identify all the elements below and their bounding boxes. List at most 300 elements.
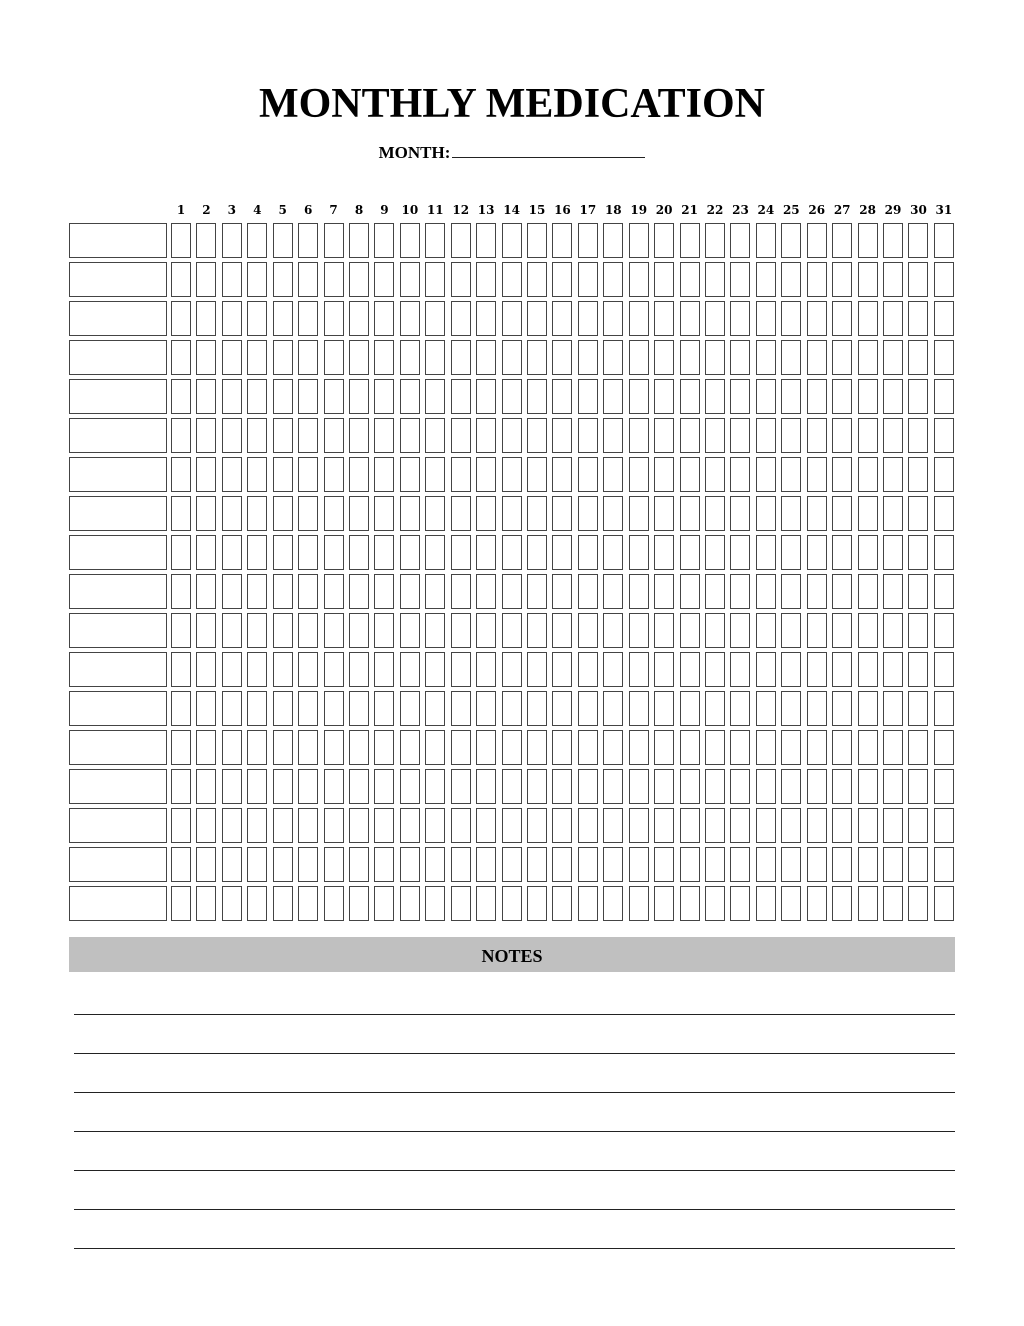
day-checkbox[interactable]	[908, 613, 928, 648]
day-checkbox[interactable]	[349, 496, 369, 531]
day-checkbox[interactable]	[858, 652, 878, 687]
day-checkbox[interactable]	[324, 847, 344, 882]
day-checkbox[interactable]	[654, 886, 674, 921]
day-checkbox[interactable]	[298, 535, 318, 570]
day-checkbox[interactable]	[680, 691, 700, 726]
day-checkbox[interactable]	[858, 379, 878, 414]
month-input-line[interactable]	[452, 157, 645, 158]
day-checkbox[interactable]	[527, 574, 547, 609]
day-checkbox[interactable]	[781, 574, 801, 609]
day-checkbox[interactable]	[196, 340, 216, 375]
day-checkbox[interactable]	[552, 886, 572, 921]
day-checkbox[interactable]	[476, 457, 496, 492]
day-checkbox[interactable]	[705, 496, 725, 531]
day-checkbox[interactable]	[374, 340, 394, 375]
day-checkbox[interactable]	[756, 340, 776, 375]
day-checkbox[interactable]	[247, 301, 267, 336]
day-checkbox[interactable]	[476, 613, 496, 648]
day-checkbox[interactable]	[247, 886, 267, 921]
day-checkbox[interactable]	[883, 301, 903, 336]
day-checkbox[interactable]	[654, 262, 674, 297]
day-checkbox[interactable]	[654, 457, 674, 492]
day-checkbox[interactable]	[171, 262, 191, 297]
day-checkbox[interactable]	[273, 418, 293, 453]
day-checkbox[interactable]	[349, 652, 369, 687]
day-checkbox[interactable]	[298, 808, 318, 843]
day-checkbox[interactable]	[298, 379, 318, 414]
day-checkbox[interactable]	[222, 730, 242, 765]
day-checkbox[interactable]	[883, 340, 903, 375]
day-checkbox[interactable]	[298, 613, 318, 648]
day-checkbox[interactable]	[832, 223, 852, 258]
day-checkbox[interactable]	[934, 457, 954, 492]
day-checkbox[interactable]	[756, 379, 776, 414]
day-checkbox[interactable]	[908, 769, 928, 804]
day-checkbox[interactable]	[425, 457, 445, 492]
day-checkbox[interactable]	[858, 613, 878, 648]
day-checkbox[interactable]	[680, 847, 700, 882]
day-checkbox[interactable]	[400, 418, 420, 453]
day-checkbox[interactable]	[552, 340, 572, 375]
day-checkbox[interactable]	[629, 574, 649, 609]
day-checkbox[interactable]	[400, 652, 420, 687]
day-checkbox[interactable]	[171, 691, 191, 726]
day-checkbox[interactable]	[451, 886, 471, 921]
day-checkbox[interactable]	[705, 847, 725, 882]
day-checkbox[interactable]	[654, 574, 674, 609]
day-checkbox[interactable]	[578, 730, 598, 765]
day-checkbox[interactable]	[578, 223, 598, 258]
day-checkbox[interactable]	[527, 418, 547, 453]
day-checkbox[interactable]	[476, 340, 496, 375]
day-checkbox[interactable]	[654, 808, 674, 843]
day-checkbox[interactable]	[807, 262, 827, 297]
day-checkbox[interactable]	[247, 379, 267, 414]
day-checkbox[interactable]	[756, 652, 776, 687]
day-checkbox[interactable]	[552, 223, 572, 258]
day-checkbox[interactable]	[502, 418, 522, 453]
day-checkbox[interactable]	[680, 262, 700, 297]
day-checkbox[interactable]	[222, 691, 242, 726]
day-checkbox[interactable]	[273, 535, 293, 570]
day-checkbox[interactable]	[171, 886, 191, 921]
day-checkbox[interactable]	[298, 301, 318, 336]
day-checkbox[interactable]	[273, 613, 293, 648]
day-checkbox[interactable]	[552, 301, 572, 336]
day-checkbox[interactable]	[324, 691, 344, 726]
day-checkbox[interactable]	[832, 457, 852, 492]
day-checkbox[interactable]	[705, 223, 725, 258]
day-checkbox[interactable]	[349, 730, 369, 765]
day-checkbox[interactable]	[247, 340, 267, 375]
day-checkbox[interactable]	[680, 301, 700, 336]
day-checkbox[interactable]	[171, 847, 191, 882]
day-checkbox[interactable]	[502, 457, 522, 492]
day-checkbox[interactable]	[781, 691, 801, 726]
medication-name-field[interactable]	[69, 847, 167, 882]
day-checkbox[interactable]	[400, 340, 420, 375]
day-checkbox[interactable]	[629, 730, 649, 765]
day-checkbox[interactable]	[603, 652, 623, 687]
day-checkbox[interactable]	[222, 886, 242, 921]
day-checkbox[interactable]	[527, 379, 547, 414]
day-checkbox[interactable]	[629, 340, 649, 375]
day-checkbox[interactable]	[730, 808, 750, 843]
day-checkbox[interactable]	[832, 496, 852, 531]
day-checkbox[interactable]	[908, 808, 928, 843]
day-checkbox[interactable]	[324, 808, 344, 843]
day-checkbox[interactable]	[273, 808, 293, 843]
day-checkbox[interactable]	[273, 223, 293, 258]
day-checkbox[interactable]	[934, 847, 954, 882]
day-checkbox[interactable]	[705, 301, 725, 336]
day-checkbox[interactable]	[502, 652, 522, 687]
day-checkbox[interactable]	[273, 847, 293, 882]
day-checkbox[interactable]	[324, 379, 344, 414]
day-checkbox[interactable]	[629, 886, 649, 921]
day-checkbox[interactable]	[756, 457, 776, 492]
day-checkbox[interactable]	[222, 769, 242, 804]
day-checkbox[interactable]	[298, 847, 318, 882]
day-checkbox[interactable]	[247, 418, 267, 453]
day-checkbox[interactable]	[781, 340, 801, 375]
day-checkbox[interactable]	[858, 340, 878, 375]
day-checkbox[interactable]	[374, 808, 394, 843]
day-checkbox[interactable]	[196, 223, 216, 258]
day-checkbox[interactable]	[324, 535, 344, 570]
day-checkbox[interactable]	[298, 574, 318, 609]
day-checkbox[interactable]	[858, 574, 878, 609]
day-checkbox[interactable]	[502, 769, 522, 804]
day-checkbox[interactable]	[629, 535, 649, 570]
day-checkbox[interactable]	[603, 340, 623, 375]
day-checkbox[interactable]	[934, 379, 954, 414]
day-checkbox[interactable]	[171, 379, 191, 414]
day-checkbox[interactable]	[654, 301, 674, 336]
day-checkbox[interactable]	[222, 535, 242, 570]
day-checkbox[interactable]	[807, 418, 827, 453]
day-checkbox[interactable]	[883, 574, 903, 609]
day-checkbox[interactable]	[781, 379, 801, 414]
day-checkbox[interactable]	[425, 730, 445, 765]
day-checkbox[interactable]	[858, 847, 878, 882]
day-checkbox[interactable]	[273, 340, 293, 375]
day-checkbox[interactable]	[324, 886, 344, 921]
day-checkbox[interactable]	[578, 301, 598, 336]
day-checkbox[interactable]	[934, 808, 954, 843]
medication-name-field[interactable]	[69, 652, 167, 687]
day-checkbox[interactable]	[883, 496, 903, 531]
day-checkbox[interactable]	[730, 652, 750, 687]
day-checkbox[interactable]	[502, 574, 522, 609]
day-checkbox[interactable]	[374, 535, 394, 570]
day-checkbox[interactable]	[603, 262, 623, 297]
day-checkbox[interactable]	[222, 418, 242, 453]
day-checkbox[interactable]	[705, 379, 725, 414]
day-checkbox[interactable]	[349, 808, 369, 843]
day-checkbox[interactable]	[527, 769, 547, 804]
medication-name-field[interactable]	[69, 730, 167, 765]
day-checkbox[interactable]	[807, 886, 827, 921]
day-checkbox[interactable]	[730, 418, 750, 453]
day-checkbox[interactable]	[654, 535, 674, 570]
day-checkbox[interactable]	[451, 574, 471, 609]
medication-name-field[interactable]	[69, 574, 167, 609]
day-checkbox[interactable]	[273, 379, 293, 414]
day-checkbox[interactable]	[629, 652, 649, 687]
day-checkbox[interactable]	[400, 457, 420, 492]
day-checkbox[interactable]	[756, 301, 776, 336]
day-checkbox[interactable]	[908, 730, 928, 765]
day-checkbox[interactable]	[807, 613, 827, 648]
day-checkbox[interactable]	[451, 847, 471, 882]
day-checkbox[interactable]	[349, 301, 369, 336]
day-checkbox[interactable]	[196, 457, 216, 492]
day-checkbox[interactable]	[324, 262, 344, 297]
day-checkbox[interactable]	[730, 847, 750, 882]
day-checkbox[interactable]	[400, 574, 420, 609]
day-checkbox[interactable]	[552, 652, 572, 687]
day-checkbox[interactable]	[578, 769, 598, 804]
day-checkbox[interactable]	[400, 301, 420, 336]
day-checkbox[interactable]	[908, 340, 928, 375]
day-checkbox[interactable]	[858, 262, 878, 297]
day-checkbox[interactable]	[705, 730, 725, 765]
day-checkbox[interactable]	[883, 418, 903, 453]
day-checkbox[interactable]	[934, 769, 954, 804]
day-checkbox[interactable]	[298, 769, 318, 804]
day-checkbox[interactable]	[908, 652, 928, 687]
day-checkbox[interactable]	[476, 769, 496, 804]
day-checkbox[interactable]	[629, 457, 649, 492]
day-checkbox[interactable]	[552, 574, 572, 609]
day-checkbox[interactable]	[476, 730, 496, 765]
day-checkbox[interactable]	[934, 301, 954, 336]
medication-name-field[interactable]	[69, 496, 167, 531]
day-checkbox[interactable]	[680, 457, 700, 492]
day-checkbox[interactable]	[781, 223, 801, 258]
day-checkbox[interactable]	[603, 223, 623, 258]
note-line[interactable]	[74, 1014, 955, 1015]
day-checkbox[interactable]	[603, 418, 623, 453]
day-checkbox[interactable]	[730, 223, 750, 258]
day-checkbox[interactable]	[476, 496, 496, 531]
day-checkbox[interactable]	[934, 262, 954, 297]
day-checkbox[interactable]	[476, 574, 496, 609]
day-checkbox[interactable]	[527, 457, 547, 492]
day-checkbox[interactable]	[196, 769, 216, 804]
day-checkbox[interactable]	[832, 808, 852, 843]
day-checkbox[interactable]	[349, 691, 369, 726]
day-checkbox[interactable]	[629, 613, 649, 648]
day-checkbox[interactable]	[196, 574, 216, 609]
day-checkbox[interactable]	[654, 730, 674, 765]
day-checkbox[interactable]	[908, 535, 928, 570]
day-checkbox[interactable]	[196, 379, 216, 414]
day-checkbox[interactable]	[247, 847, 267, 882]
day-checkbox[interactable]	[451, 652, 471, 687]
day-checkbox[interactable]	[374, 613, 394, 648]
day-checkbox[interactable]	[908, 496, 928, 531]
day-checkbox[interactable]	[781, 847, 801, 882]
day-checkbox[interactable]	[883, 730, 903, 765]
day-checkbox[interactable]	[247, 223, 267, 258]
day-checkbox[interactable]	[451, 535, 471, 570]
day-checkbox[interactable]	[425, 886, 445, 921]
day-checkbox[interactable]	[222, 652, 242, 687]
day-checkbox[interactable]	[425, 769, 445, 804]
medication-name-field[interactable]	[69, 769, 167, 804]
day-checkbox[interactable]	[527, 613, 547, 648]
day-checkbox[interactable]	[273, 886, 293, 921]
day-checkbox[interactable]	[502, 496, 522, 531]
day-checkbox[interactable]	[730, 886, 750, 921]
day-checkbox[interactable]	[807, 301, 827, 336]
day-checkbox[interactable]	[374, 730, 394, 765]
day-checkbox[interactable]	[171, 535, 191, 570]
day-checkbox[interactable]	[171, 418, 191, 453]
day-checkbox[interactable]	[883, 223, 903, 258]
day-checkbox[interactable]	[527, 886, 547, 921]
day-checkbox[interactable]	[883, 457, 903, 492]
medication-name-field[interactable]	[69, 301, 167, 336]
day-checkbox[interactable]	[629, 379, 649, 414]
day-checkbox[interactable]	[171, 730, 191, 765]
day-checkbox[interactable]	[425, 652, 445, 687]
day-checkbox[interactable]	[171, 457, 191, 492]
day-checkbox[interactable]	[247, 262, 267, 297]
day-checkbox[interactable]	[578, 652, 598, 687]
day-checkbox[interactable]	[858, 301, 878, 336]
day-checkbox[interactable]	[705, 574, 725, 609]
day-checkbox[interactable]	[781, 535, 801, 570]
day-checkbox[interactable]	[807, 730, 827, 765]
day-checkbox[interactable]	[349, 574, 369, 609]
day-checkbox[interactable]	[654, 418, 674, 453]
day-checkbox[interactable]	[807, 340, 827, 375]
day-checkbox[interactable]	[654, 847, 674, 882]
day-checkbox[interactable]	[502, 379, 522, 414]
day-checkbox[interactable]	[578, 496, 598, 531]
medication-name-field[interactable]	[69, 340, 167, 375]
day-checkbox[interactable]	[781, 418, 801, 453]
day-checkbox[interactable]	[807, 769, 827, 804]
day-checkbox[interactable]	[349, 457, 369, 492]
day-checkbox[interactable]	[629, 769, 649, 804]
day-checkbox[interactable]	[425, 223, 445, 258]
day-checkbox[interactable]	[247, 652, 267, 687]
day-checkbox[interactable]	[756, 574, 776, 609]
day-checkbox[interactable]	[273, 496, 293, 531]
day-checkbox[interactable]	[502, 262, 522, 297]
day-checkbox[interactable]	[324, 457, 344, 492]
day-checkbox[interactable]	[629, 418, 649, 453]
day-checkbox[interactable]	[425, 691, 445, 726]
day-checkbox[interactable]	[425, 535, 445, 570]
day-checkbox[interactable]	[196, 730, 216, 765]
day-checkbox[interactable]	[400, 379, 420, 414]
day-checkbox[interactable]	[807, 652, 827, 687]
day-checkbox[interactable]	[908, 574, 928, 609]
day-checkbox[interactable]	[476, 886, 496, 921]
day-checkbox[interactable]	[400, 886, 420, 921]
day-checkbox[interactable]	[908, 886, 928, 921]
day-checkbox[interactable]	[832, 574, 852, 609]
day-checkbox[interactable]	[502, 535, 522, 570]
day-checkbox[interactable]	[400, 691, 420, 726]
day-checkbox[interactable]	[552, 457, 572, 492]
medication-name-field[interactable]	[69, 379, 167, 414]
day-checkbox[interactable]	[807, 574, 827, 609]
day-checkbox[interactable]	[705, 613, 725, 648]
day-checkbox[interactable]	[730, 379, 750, 414]
day-checkbox[interactable]	[349, 418, 369, 453]
day-checkbox[interactable]	[832, 418, 852, 453]
day-checkbox[interactable]	[451, 301, 471, 336]
day-checkbox[interactable]	[756, 535, 776, 570]
day-checkbox[interactable]	[807, 496, 827, 531]
day-checkbox[interactable]	[756, 847, 776, 882]
day-checkbox[interactable]	[451, 613, 471, 648]
day-checkbox[interactable]	[654, 691, 674, 726]
day-checkbox[interactable]	[883, 886, 903, 921]
day-checkbox[interactable]	[222, 223, 242, 258]
day-checkbox[interactable]	[578, 886, 598, 921]
day-checkbox[interactable]	[858, 691, 878, 726]
day-checkbox[interactable]	[273, 652, 293, 687]
day-checkbox[interactable]	[425, 574, 445, 609]
day-checkbox[interactable]	[603, 496, 623, 531]
day-checkbox[interactable]	[807, 691, 827, 726]
day-checkbox[interactable]	[527, 535, 547, 570]
day-checkbox[interactable]	[502, 691, 522, 726]
day-checkbox[interactable]	[451, 340, 471, 375]
day-checkbox[interactable]	[680, 730, 700, 765]
day-checkbox[interactable]	[324, 340, 344, 375]
note-line[interactable]	[74, 1131, 955, 1132]
day-checkbox[interactable]	[552, 262, 572, 297]
day-checkbox[interactable]	[730, 496, 750, 531]
day-checkbox[interactable]	[730, 301, 750, 336]
day-checkbox[interactable]	[324, 574, 344, 609]
day-checkbox[interactable]	[756, 730, 776, 765]
day-checkbox[interactable]	[603, 769, 623, 804]
day-checkbox[interactable]	[680, 379, 700, 414]
day-checkbox[interactable]	[247, 613, 267, 648]
day-checkbox[interactable]	[171, 574, 191, 609]
day-checkbox[interactable]	[552, 847, 572, 882]
day-checkbox[interactable]	[273, 262, 293, 297]
day-checkbox[interactable]	[374, 496, 394, 531]
day-checkbox[interactable]	[502, 613, 522, 648]
day-checkbox[interactable]	[908, 262, 928, 297]
day-checkbox[interactable]	[832, 847, 852, 882]
day-checkbox[interactable]	[196, 262, 216, 297]
day-checkbox[interactable]	[807, 379, 827, 414]
day-checkbox[interactable]	[832, 730, 852, 765]
day-checkbox[interactable]	[222, 379, 242, 414]
day-checkbox[interactable]	[654, 652, 674, 687]
day-checkbox[interactable]	[680, 340, 700, 375]
day-checkbox[interactable]	[705, 340, 725, 375]
day-checkbox[interactable]	[781, 652, 801, 687]
day-checkbox[interactable]	[502, 847, 522, 882]
day-checkbox[interactable]	[222, 301, 242, 336]
day-checkbox[interactable]	[807, 847, 827, 882]
day-checkbox[interactable]	[578, 613, 598, 648]
day-checkbox[interactable]	[196, 808, 216, 843]
day-checkbox[interactable]	[196, 652, 216, 687]
